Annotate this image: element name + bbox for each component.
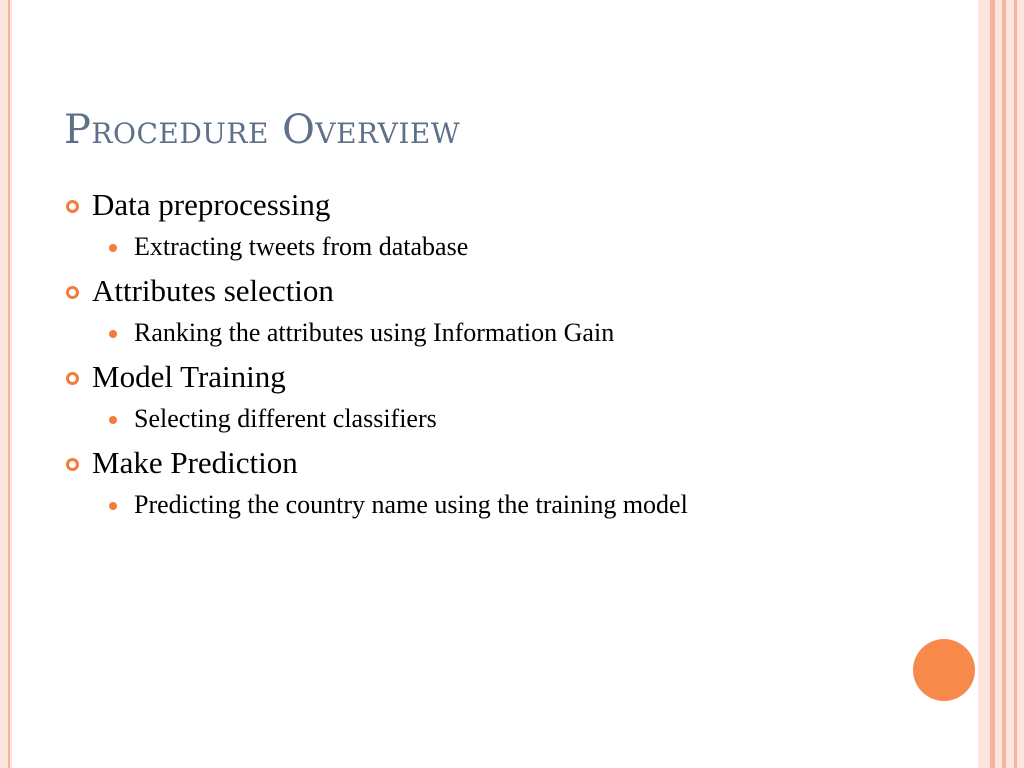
ring-bullet-icon xyxy=(66,286,79,299)
bullet-text: Make Prediction xyxy=(92,445,298,480)
bullet-item xyxy=(64,269,824,313)
right-stripe-3 xyxy=(1014,0,1017,768)
bullet-item xyxy=(64,183,824,227)
dot-bullet-icon xyxy=(109,244,117,252)
bullet-text: Model Training xyxy=(92,359,286,394)
dot-bullet-icon xyxy=(109,502,117,510)
right-band-decoration xyxy=(978,0,1024,768)
right-stripe-2 xyxy=(1002,0,1006,768)
sub-bullet-text: Predicting the country name using the training model xyxy=(134,490,688,519)
slide-title: Procedure Overview xyxy=(64,107,461,153)
sub-bullet-item xyxy=(64,487,794,523)
right-stripe-1 xyxy=(990,0,995,768)
sub-bullet-item xyxy=(64,315,794,351)
dot-bullet-icon xyxy=(109,416,117,424)
dot-bullet-icon xyxy=(109,330,117,338)
sub-bullet-item xyxy=(64,401,794,437)
left-edge-stripe xyxy=(8,0,10,768)
sub-bullet-text: Selecting different classifiers xyxy=(134,404,437,433)
bullet-text: Attributes selection xyxy=(92,273,334,308)
ring-bullet-icon xyxy=(66,200,79,213)
sub-bullet-text: Extracting tweets from database xyxy=(134,232,469,261)
ring-bullet-icon xyxy=(66,458,79,471)
bullet-list xyxy=(64,183,824,523)
sub-bullet-item xyxy=(64,229,794,265)
bullet-item xyxy=(64,355,824,399)
left-edge-decoration xyxy=(0,0,12,768)
bullet-item xyxy=(64,441,824,485)
ring-bullet-icon xyxy=(66,372,79,385)
bullet-text: Data preprocessing xyxy=(92,187,331,222)
orange-circle-decoration xyxy=(913,639,975,701)
sub-bullet-text: Ranking the attributes using Information Gain xyxy=(134,318,615,347)
